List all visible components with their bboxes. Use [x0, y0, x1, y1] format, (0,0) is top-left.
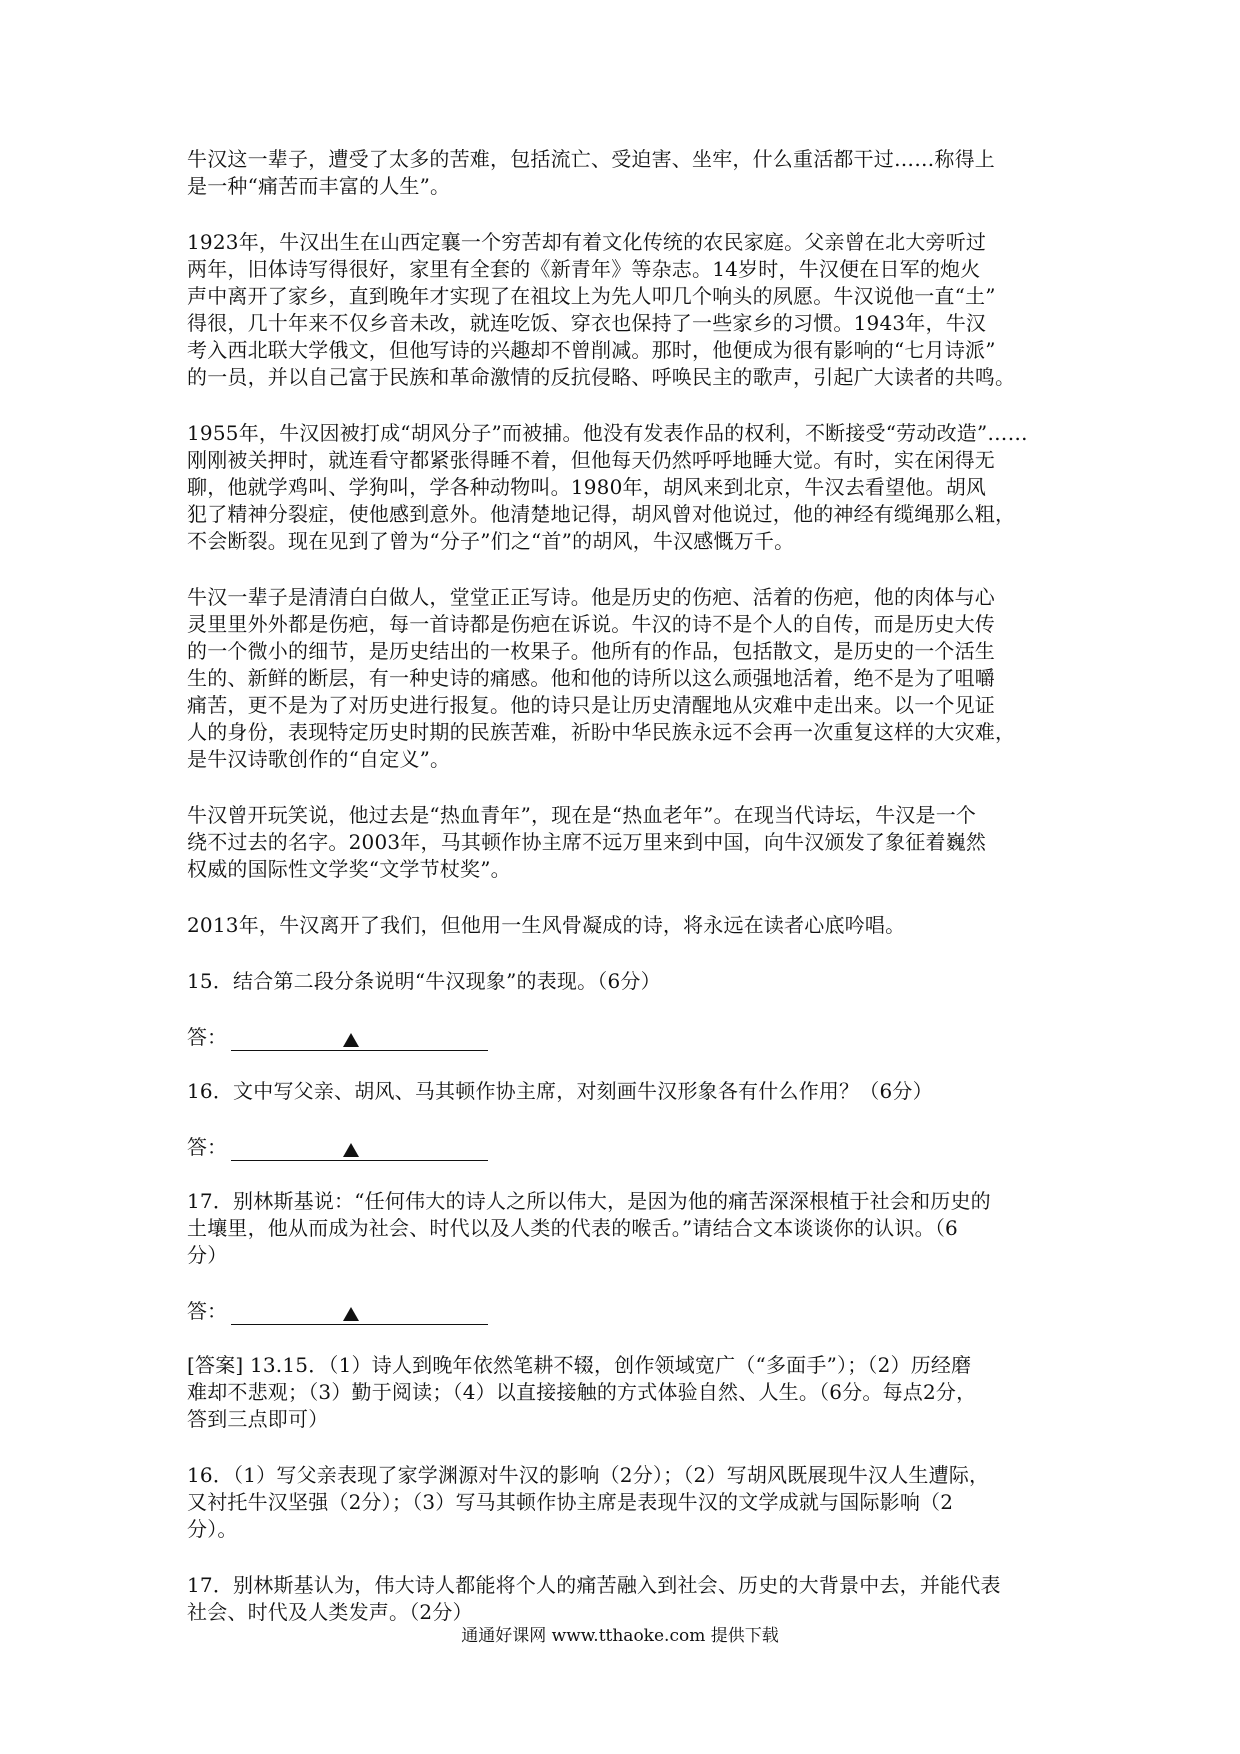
text-line: 两年，旧体诗写得很好，家里有全套的《新青年》等杂志。14岁时，牛汉便在日军的炮火	[187, 257, 981, 281]
answer-blank-row	[187, 1024, 1055, 1051]
triangle-icon	[343, 1307, 359, 1321]
text-line: 痛苦，更不是为了对历史进行报复。他的诗只是让历史清醒地从灾难中走出来。以一个见证	[187, 693, 995, 717]
triangle-icon	[343, 1143, 359, 1157]
text-line: 灵里里外外都是伤疤，每一首诗都是伤疤在诉说。牛汉的诗不是个人的自传，而是历史大传	[187, 612, 995, 636]
text-line: 社会、时代及人类发声。（2分）	[187, 1600, 473, 1624]
paragraph-3	[187, 420, 1055, 555]
text-line: 生的、新鲜的断层，有一种史诗的痛感。他和他的诗所以这么顽强地活着，绝不是为了咀嚼	[187, 666, 995, 690]
text-line: 是一种“痛苦而丰富的人生”。	[187, 174, 451, 198]
answer-label: 答：	[187, 1299, 227, 1323]
text-line: [答案] 13.15．（1）诗人到晚年依然笔耕不辍，创作领域宽广（“多面手”）；（2）历经磨	[187, 1353, 972, 1377]
answer-key-15	[187, 1352, 1055, 1433]
paragraph-1	[187, 146, 1055, 200]
text-line: 得很，几十年来不仅乡音未改，就连吃饭、穿衣也保持了一些家乡的习惯。1943年，牛汉	[187, 311, 987, 335]
text-line: 17．别林斯基认为，伟大诗人都能将个人的痛苦融入到社会、历史的大背景中去，并能代表	[187, 1573, 1001, 1597]
text-line: 2013年，牛汉离开了我们，但他用一生风骨凝成的诗，将永远在读者心底吟唱。	[187, 913, 906, 937]
text-line: 犯了精神分裂症，使他感到意外。他清楚地记得，胡风曾对他说过，他的神经有缆绳那么粗，	[187, 502, 1016, 526]
text-line: 声中离开了家乡，直到晚年才实现了在祖坟上为先人叩几个响头的夙愿。牛汉说他一直“土”	[187, 284, 996, 308]
text-line: 牛汉曾开玩笑说，他过去是“热血青年”，现在是“热血老年”。在现当代诗坛，牛汉是一个	[187, 803, 977, 827]
text-line: 1955年，牛汉因被打成“胡风分子”而被捕。他没有发表作品的权利，不断接受“劳动改造”……	[187, 421, 1028, 445]
paragraph-6	[187, 912, 1055, 939]
text-line: 难却不悲观；（3）勤于阅读；（4）以直接接触的方式体验自然、人生。（6分。每点2分，	[187, 1380, 977, 1404]
answer-blank	[231, 1302, 488, 1325]
answer-blank	[231, 1138, 488, 1161]
text-line: 不会断裂。现在见到了曾为“分子”们之“首”的胡风，牛汉感慨万千。	[187, 529, 795, 553]
answer-key-17	[187, 1572, 1055, 1626]
text-line: 的一员，并以自己富于民族和革命激情的反抗侵略、呼唤民主的歌声，引起广大读者的共鸣。	[187, 365, 1016, 389]
text-line: 牛汉一辈子是清清白白做人，堂堂正正写诗。他是历史的伤疤、活着的伤疤，他的肉体与心	[187, 585, 995, 609]
answer-blank-row	[187, 1134, 1055, 1161]
text-line: 是牛汉诗歌创作的“自定义”。	[187, 747, 451, 771]
answer-label: 答：	[187, 1025, 227, 1049]
text-line: 考入西北联大学俄文，但他写诗的兴趣却不曾削减。那时，他便成为很有影响的“七月诗派”	[187, 338, 996, 362]
answer-blank-row	[187, 1298, 1055, 1325]
text-line: 分）。	[187, 1517, 238, 1541]
triangle-icon	[343, 1033, 359, 1047]
text-line: 答到三点即可）	[187, 1407, 329, 1431]
text-line: 权威的国际性文学奖“文学节杖奖”。	[187, 857, 511, 881]
question-text	[187, 1188, 1055, 1269]
question-15	[187, 968, 1055, 1051]
paragraph-5	[187, 802, 1055, 883]
text-line: 分）	[187, 1243, 228, 1267]
paragraph-4	[187, 584, 1055, 773]
question-17	[187, 1188, 1055, 1325]
text-line: 17．别林斯基说：“任何伟大的诗人之所以伟大，是因为他的痛苦深深根植于社会和历史的	[187, 1189, 991, 1213]
text-line: 又衬托牛汉坚强（2分）；（3）写马其顿作协主席是表现牛汉的文学成就与国际影响（2	[187, 1490, 954, 1514]
text-line: 的一个微小的细节，是历史结出的一枚果子。他所有的作品，包括散文，是历史的一个活生	[187, 639, 995, 663]
text-line: 刚刚被关押时，就连看守都紧张得睡不着，但他每天仍然呼呼地睡大觉。有时，实在闲得无	[187, 448, 995, 472]
text-line: 15．结合第二段分条说明“牛汉现象”的表现。（6分）	[187, 969, 661, 993]
text-line: 牛汉这一辈子，遭受了太多的苦难，包括流亡、受迫害、坐牢，什么重活都干过……称得上	[187, 147, 995, 171]
text-line: 土壤里，他从而成为社会、时代以及人类的代表的喉舌。”请结合文本谈谈你的认识。（6	[187, 1216, 958, 1240]
text-line: 1923年，牛汉出生在山西定襄一个穷苦却有着文化传统的农民家庭。父亲曾在北大旁听过	[187, 230, 987, 254]
document-body	[187, 146, 1055, 1655]
question-text	[187, 968, 1055, 995]
text-line: 16．文中写父亲、胡风、马其顿作协主席，对刻画牛汉形象各有什么作用？（6分）	[187, 1079, 933, 1103]
text-line: 16．（1）写父亲表现了家学渊源对牛汉的影响（2分）；（2）写胡风既展现牛汉人生遭际，	[187, 1463, 990, 1487]
paragraph-2	[187, 229, 1055, 391]
page-footer: 通通好课网 www.tthaoke.com 提供下载	[461, 1626, 779, 1646]
question-text	[187, 1078, 1055, 1105]
answer-label: 答：	[187, 1135, 227, 1159]
text-line: 聊，他就学鸡叫、学狗叫，学各种动物叫。1980年，胡风来到北京，牛汉去看望他。胡风	[187, 475, 987, 499]
text-line: 人的身份，表现特定历史时期的民族苦难，祈盼中华民族永远不会再一次重复这样的大灾难，	[187, 720, 1016, 744]
answer-blank	[231, 1028, 488, 1051]
question-16	[187, 1078, 1055, 1161]
answer-key-16	[187, 1462, 1055, 1543]
text-line: 绕不过去的名字。2003年，马其顿作协主席不远万里来到中国，向牛汉颁发了象征着巍然	[187, 830, 987, 854]
